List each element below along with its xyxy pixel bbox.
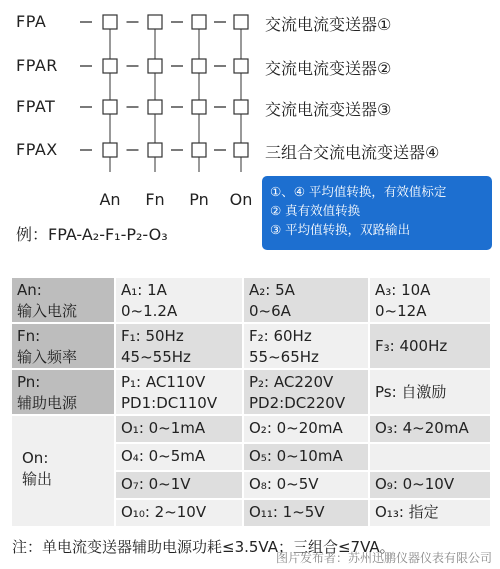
- cell-o13: O₁₃: 指定: [370, 500, 490, 526]
- column-an: An: [99, 190, 121, 209]
- code-box: [234, 100, 248, 114]
- code-box: [234, 59, 248, 73]
- model-fpa: FPA: [16, 12, 47, 31]
- cell-o7: O₇: 0~1V: [116, 472, 242, 498]
- column-on: On: [229, 190, 253, 209]
- cell-o8: O₈: 0~5V: [244, 472, 368, 498]
- column-pn: Pn: [189, 190, 209, 209]
- cell-o11: O₁₁: 1~5V: [244, 500, 368, 526]
- cell-o9: O₉: 0~10V: [370, 472, 490, 498]
- code-box: [103, 143, 117, 157]
- cell-o6-empty: [370, 444, 490, 470]
- desc-fpar: 交流电流变送器②: [265, 59, 392, 78]
- row-label-fn: Fn: 输入频率: [12, 324, 114, 368]
- cell-o1: O₁: 0~1mA: [116, 416, 242, 442]
- code-grid-lines: [0, 0, 500, 200]
- code-box: [192, 143, 206, 157]
- code-box: [234, 15, 248, 29]
- code-box: [103, 15, 117, 29]
- code-box: [192, 59, 206, 73]
- legend-line-1: ①、④ 平均值转换，有效值标定: [270, 184, 447, 199]
- desc-fpa: 交流电流变送器①: [265, 15, 392, 34]
- cell-f3: F₃: 400Hz: [370, 324, 490, 368]
- row-label-on: On: 输出: [12, 416, 114, 526]
- code-box: [148, 15, 162, 29]
- row-label-pn: Pn: 辅助电源: [12, 370, 114, 414]
- power-note: 注：单电流变送器辅助电源功耗≤3.5VA；三组合≤7VA。: [12, 538, 395, 556]
- publisher-watermark: 图片发布者：苏州迅鹏仪器仪表有限公司: [275, 551, 492, 565]
- column-fn: Fn: [145, 190, 165, 209]
- cell-a1: A₁: 1A 0~1.2A: [116, 278, 242, 322]
- code-box: [103, 59, 117, 73]
- cell-p2: P₂: AC220V PD2:DC220V: [244, 370, 368, 414]
- cell-o3: O₃: 4~20mA: [370, 416, 490, 442]
- cell-o2: O₂: 0~20mA: [244, 416, 368, 442]
- cell-o5: O₅: 0~10mA: [244, 444, 368, 470]
- code-box: [234, 143, 248, 157]
- code-box: [192, 15, 206, 29]
- code-box: [148, 59, 162, 73]
- desc-fpat: 交流电流变送器③: [265, 100, 392, 119]
- conversion-legend: [262, 176, 492, 250]
- cell-o4: O₄: 0~5mA: [116, 444, 242, 470]
- model-fpat: FPAT: [16, 97, 56, 116]
- cell-ps: Ps: 自激励: [370, 370, 490, 414]
- model-fpar: FPAR: [16, 56, 58, 75]
- cell-a2: A₂: 5A 0~6A: [244, 278, 368, 322]
- example-code: 例：FPA-A₂-F₁-P₂-O₃: [16, 225, 168, 244]
- cell-o10: O₁₀: 2~10V: [116, 500, 242, 526]
- row-label-an: An: 输入电流: [12, 278, 114, 322]
- code-box: [192, 100, 206, 114]
- code-box: [103, 100, 117, 114]
- legend-line-2: ② 真有效值转换: [270, 203, 361, 218]
- code-box: [148, 100, 162, 114]
- desc-fpax: 三组合交流电流变送器④: [265, 143, 440, 162]
- code-box: [148, 143, 162, 157]
- cell-f2: F₂: 60Hz 55~65Hz: [244, 324, 368, 368]
- cell-f1: F₁: 50Hz 45~55Hz: [116, 324, 242, 368]
- cell-a3: A₃: 10A 0~12A: [370, 278, 490, 322]
- legend-line-3: ③ 平均值转换，双路输出: [270, 222, 411, 237]
- cell-p1: P₁: AC110V PD1:DC110V: [116, 370, 242, 414]
- model-fpax: FPAX: [16, 140, 58, 159]
